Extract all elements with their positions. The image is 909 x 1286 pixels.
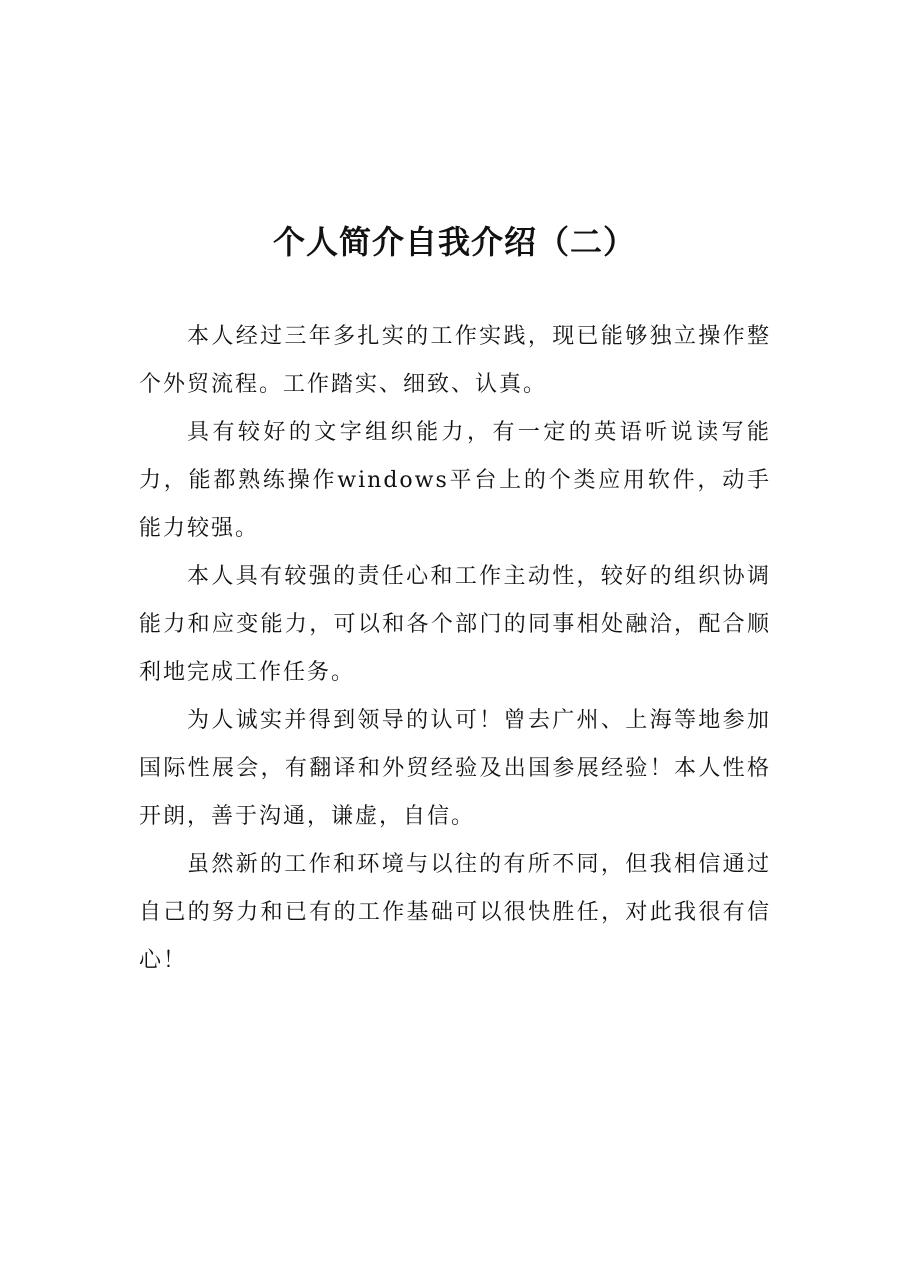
document-body — [139, 313, 771, 985]
paragraph-5: 虽然新的工作和环境与以往的有所不同，但我相信通过自己的努力和已有的工作基础可以很快胜任，对此我很有信心！ — [139, 852, 771, 973]
paragraph-1: 本人经过三年多扎实的工作实践，现已能够独立操作整个外贸流程。工作踏实、细致、认真。 — [139, 324, 771, 397]
page-title: 个人简介自我介绍（二） — [272, 223, 636, 261]
paragraph-2: 具有较好的文字组织能力，有一定的英语听说读写能力，能都熟练操作windows平台上的个类应用软件，动手能力较强。 — [139, 420, 771, 541]
paragraph-3: 本人具有较强的责任心和工作主动性，较好的组织协调能力和应变能力，可以和各个部门的同事相处融洽，配合顺利地完成工作任务。 — [139, 564, 771, 685]
paragraph-4: 为人诚实并得到领导的认可！曾去广州、上海等地参加国际性展会，有翻译和外贸经验及出国参展经验！本人性格开朗，善于沟通，谦虚，自信。 — [139, 708, 771, 829]
